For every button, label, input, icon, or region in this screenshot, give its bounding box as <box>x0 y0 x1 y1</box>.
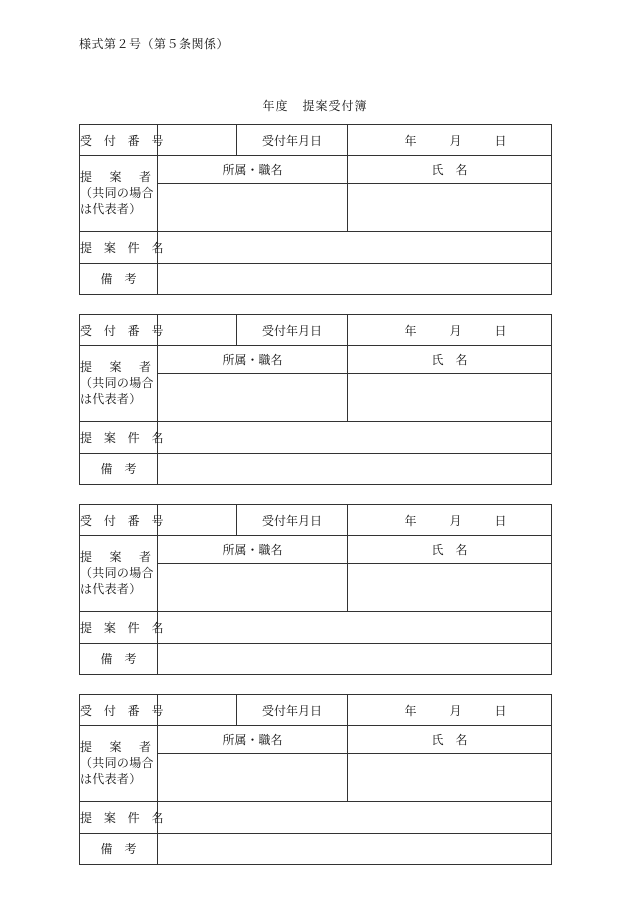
proposer-label <box>80 726 158 801</box>
receipt-date-field[interactable] <box>348 315 552 346</box>
remarks-field[interactable] <box>158 833 552 864</box>
affiliation-field[interactable] <box>158 754 348 801</box>
remarks-label: 備 考 <box>80 643 158 674</box>
proposal-receipt-form <box>79 504 552 675</box>
form-number-label: 様式第２号（第５条関係） <box>79 37 230 51</box>
receipt-date-label: 受付年月日 <box>237 125 348 156</box>
proposer-char: 者 <box>138 360 151 375</box>
proposer-char: 者 <box>138 550 151 565</box>
affiliation-field[interactable] <box>158 564 348 611</box>
proposer-header-row <box>80 536 552 564</box>
proposer-char: 提 <box>80 550 93 565</box>
proposer-label <box>80 346 158 421</box>
year-label: 年 <box>404 323 417 338</box>
proposal-name-label: 提 案 件 名 <box>80 231 158 263</box>
proposer-char: 提 <box>80 170 93 185</box>
receipt-number-label: 受 付 番 号 <box>80 125 158 156</box>
remarks-label: 備 考 <box>80 833 158 864</box>
proposer-header-row <box>80 156 552 184</box>
proposer-char: 提 <box>80 740 93 755</box>
month-label: 月 <box>449 133 462 148</box>
proposal-name-field[interactable] <box>158 421 552 453</box>
affiliation-field[interactable] <box>158 374 348 421</box>
remarks-label: 備 考 <box>80 263 158 294</box>
proposal-name-row <box>80 611 552 643</box>
remarks-field[interactable] <box>158 643 552 674</box>
proposer-header-row <box>80 726 552 754</box>
day-label: 日 <box>494 133 507 148</box>
receipt-row <box>80 695 552 726</box>
name-label: 氏 名 <box>348 156 552 184</box>
proposal-receipt-form <box>79 124 552 295</box>
proposal-name-field[interactable] <box>158 611 552 643</box>
proposer-char: 者 <box>138 170 151 185</box>
receipt-date-label: 受付年月日 <box>237 505 348 536</box>
proposal-name-label: 提 案 件 名 <box>80 801 158 833</box>
proposal-name-row <box>80 231 552 263</box>
remarks-row <box>80 833 552 864</box>
remarks-label: 備 考 <box>80 453 158 484</box>
name-label: 氏 名 <box>348 346 552 374</box>
proposer-char: 者 <box>138 740 151 755</box>
title-fiscal-year: 年度 <box>262 99 289 113</box>
receipt-date-field[interactable] <box>348 505 552 536</box>
proposal-name-field[interactable] <box>158 231 552 263</box>
receipt-date-field[interactable] <box>348 125 552 156</box>
day-label: 日 <box>494 323 507 338</box>
name-field[interactable] <box>348 374 552 421</box>
proposal-receipt-form <box>79 694 552 865</box>
proposer-note-line-2: は代表者） <box>80 202 142 217</box>
receipt-number-label: 受 付 番 号 <box>80 695 158 726</box>
proposer-char: 案 <box>109 360 122 375</box>
year-label: 年 <box>404 513 417 528</box>
proposer-note-line-1: （共同の場合 <box>80 376 154 391</box>
proposer-note-line-2: は代表者） <box>80 772 142 787</box>
name-field[interactable] <box>348 184 552 231</box>
proposal-name-label: 提 案 件 名 <box>80 611 158 643</box>
remarks-row <box>80 643 552 674</box>
affiliation-label: 所属・職名 <box>158 726 348 754</box>
affiliation-label: 所属・職名 <box>158 346 348 374</box>
receipt-row <box>80 315 552 346</box>
month-label: 月 <box>449 513 462 528</box>
proposer-note-line-2: は代表者） <box>80 582 142 597</box>
name-field[interactable] <box>348 564 552 611</box>
name-label: 氏 名 <box>348 726 552 754</box>
name-label: 氏 名 <box>348 536 552 564</box>
receipt-number-field[interactable] <box>158 505 237 536</box>
remarks-field[interactable] <box>158 453 552 484</box>
receipt-date-label: 受付年月日 <box>237 695 348 726</box>
receipt-number-label: 受 付 番 号 <box>80 505 158 536</box>
affiliation-field[interactable] <box>158 184 348 231</box>
proposer-note-line-1: （共同の場合 <box>80 566 154 581</box>
proposer-char: 案 <box>109 550 122 565</box>
receipt-number-field[interactable] <box>158 695 237 726</box>
day-label: 日 <box>494 703 507 718</box>
receipt-date-field[interactable] <box>348 695 552 726</box>
proposer-label <box>80 156 158 231</box>
receipt-date-label: 受付年月日 <box>237 315 348 346</box>
proposal-name-label: 提 案 件 名 <box>80 421 158 453</box>
receipt-number-field[interactable] <box>158 125 237 156</box>
proposal-name-row <box>80 421 552 453</box>
proposer-note-line-1: （共同の場合 <box>80 186 154 201</box>
month-label: 月 <box>449 323 462 338</box>
receipt-row <box>80 125 552 156</box>
page-title <box>0 97 630 114</box>
remarks-row <box>80 453 552 484</box>
title-text: 提案受付簿 <box>302 99 368 113</box>
remarks-row <box>80 263 552 294</box>
receipt-number-field[interactable] <box>158 315 237 346</box>
affiliation-label: 所属・職名 <box>158 536 348 564</box>
day-label: 日 <box>494 513 507 528</box>
proposer-header-row <box>80 346 552 374</box>
proposer-char: 案 <box>109 170 122 185</box>
proposal-name-field[interactable] <box>158 801 552 833</box>
affiliation-label: 所属・職名 <box>158 156 348 184</box>
remarks-field[interactable] <box>158 263 552 294</box>
receipt-row <box>80 505 552 536</box>
year-label: 年 <box>404 133 417 148</box>
proposer-char: 案 <box>109 740 122 755</box>
proposer-char: 提 <box>80 360 93 375</box>
proposer-note-line-1: （共同の場合 <box>80 756 154 771</box>
year-label: 年 <box>404 703 417 718</box>
proposer-note-line-2: は代表者） <box>80 392 142 407</box>
receipt-number-label: 受 付 番 号 <box>80 315 158 346</box>
month-label: 月 <box>449 703 462 718</box>
proposer-label <box>80 536 158 611</box>
proposal-name-row <box>80 801 552 833</box>
name-field[interactable] <box>348 754 552 801</box>
proposal-receipt-form <box>79 314 552 485</box>
